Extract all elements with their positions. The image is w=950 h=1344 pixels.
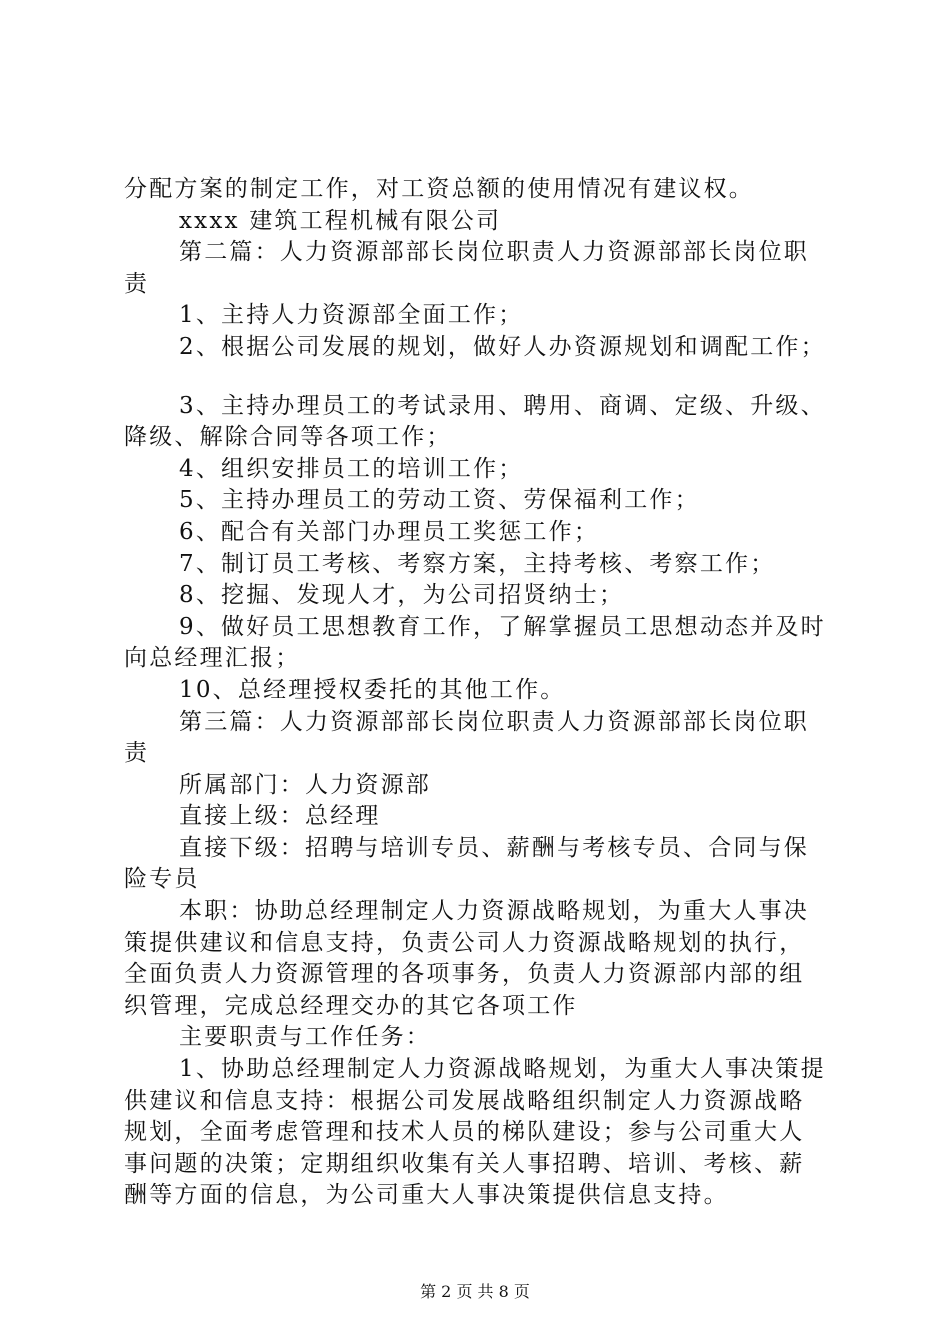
text-line: 责 [124,740,150,767]
text-line: xxxx 建筑工程机械有限公司 [179,207,502,234]
text-line: 所属部门：人力资源部 [179,771,431,798]
text-line: 主要职责与工作任务： [179,1024,431,1051]
text-line: 直接下级：招聘与培训专员、薪酬与考核专员、合同与保 [179,834,809,861]
text-line: 7、制订员工考核、考察方案，主持考核、考察工作； [179,550,776,577]
text-line: 4、组织安排员工的培训工作； [179,455,524,482]
text-line: 10、总经理授权委托的其他工作。 [179,676,566,703]
text-line: 本职：协助总经理制定人力资源战略规划，为重大人事决 [179,898,809,925]
text-line: 6、配合有关部门办理员工奖惩工作； [179,518,600,545]
text-line: 分配方案的制定工作，对工资总额的使用情况有建议权。 [124,176,754,202]
blank-line [124,364,830,391]
document-body [124,174,830,1212]
text-line: 事问题的决策；定期组织收集有关人事招聘、培训、考核、薪 [124,1150,805,1177]
text-line: 险专员 [124,866,200,893]
text-line: 5、主持办理员工的劳动工资、劳保福利工作； [179,487,700,514]
text-line: 1、协助总经理制定人力资源战略规划，为重大人事决策提 [179,1056,826,1083]
text-line: 第三篇：人力资源部部长岗位职责人力资源部部长岗位职 [179,708,809,735]
text-line: 向总经理汇报； [124,645,301,672]
text-line: 策提供建议和信息支持，负责公司人力资源战略规划的执行， [124,929,805,956]
text-line: 2、根据公司发展的规划，做好人办资源规划和调配工作； [179,333,826,360]
text-line: 9、做好员工思想教育工作，了解掌握员工思想动态并及时 [179,613,826,640]
text-line: 织管理，完成总经理交办的其它各项工作 [124,992,578,1019]
text-line: 降级、解除合同等各项工作； [124,424,452,451]
text-line: 责 [124,270,150,297]
text-line: 供建议和信息支持：根据公司发展战略组织制定人力资源战略 [124,1087,805,1114]
text-line: 3、主持办理员工的考试录用、聘用、商调、定级、升级、 [179,392,826,419]
text-line: 8、挖掘、发现人才，为公司招贤纳士； [179,582,625,609]
text-line: 第二篇：人力资源部部长岗位职责人力资源部部长岗位职 [179,239,809,266]
text-line: 直接上级：总经理 [179,803,381,830]
text-line: 全面负责人力资源管理的各项事务，负责人力资源部内部的组 [124,961,805,988]
text-line: 1、主持人力资源部全面工作； [179,302,524,329]
text-line: 规划，全面考虑管理和技术人员的梯队建设；参与公司重大人 [124,1119,805,1146]
text-line: 酬等方面的信息，为公司重大人事决策提供信息支持。 [124,1182,729,1209]
page-footer: 第 2 页 共 8 页 [420,1282,530,1301]
